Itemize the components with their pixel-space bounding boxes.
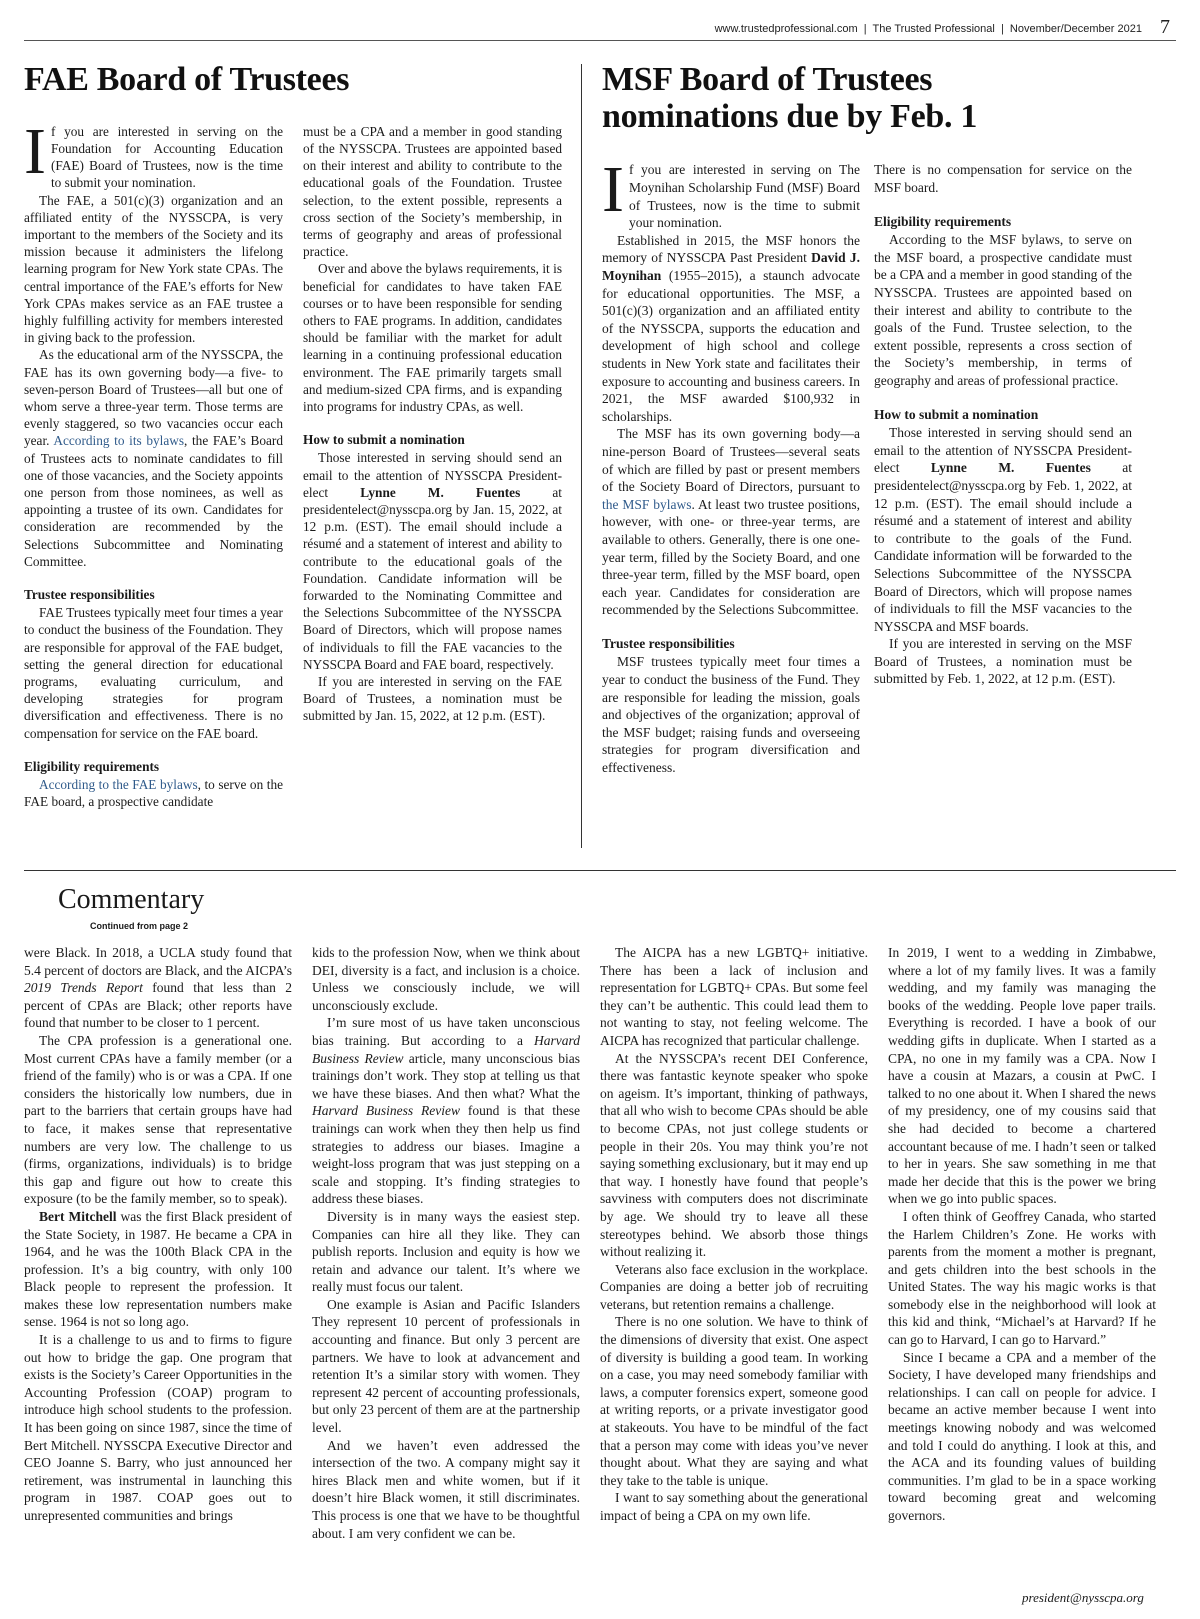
commentary-paragraph: One example is Asian and Pacific Islanders They represent 10 percent of professionals in accounting and finance. But only 3 percent are partners. We have to look at advancement and retention It’s a similar story with women. They represent 42 percent of accounting professionals, but only 23 percent of them are at the partnership level. (312, 1296, 580, 1436)
header-info: www.trustedprofessional.com | The Trusted Professional | November/December 2021 (714, 23, 1142, 35)
commentary-paragraph: Bert Mitchell was the first Black president of the State Society, in 1987. He became a CPA in 1964, and he was the 100th Black CPA in the profession. It’s a big country, with only 100 Black people to represent the profession. It makes these low representation numbers make sense. 1964 is not so long ago. (24, 1208, 293, 1330)
fae-paragraph: must be a CPA and a member in good standing of the NYSSCPA. Trustees are appointed based on their interest and ability to contribute to the educational goals of the Foundation. Trustee selection, to the extent possible, represents a cross section of the Society’s membership, in terms of geography and areas of professional practice. (303, 123, 562, 260)
msf-headline: MSF Board of Trustees nominations due by Feb. 1 (602, 61, 978, 135)
msf-paragraph: MSF trustees typically meet four times a year to conduct the business of the Fund. They are responsible for leading the mission, goals and objectives of the organization; approval of the MSF budget; raising funds and overseeing strategies for program diversification and effectiveness. (602, 654, 860, 776)
commentary-paragraph: I want to say something about the generational impact of being a CPA on my own life. (600, 1490, 868, 1523)
fae-bylaws-link[interactable]: According to its bylaws (53, 433, 185, 449)
msf-paragraph: According to the MSF bylaws, to serve on the MSF board, a prospective candidate must be a CPA and a member in good standing of the NYSSCPA. Trustees are appointed based on their interest and ability to contribute to the goals of the Fund. Trustee selection, to the extent possible, represents a cross section of the Society’s membership, in terms of geography and areas of professional practice. (874, 232, 1132, 388)
msf-drop-cap: I (602, 153, 624, 227)
msf-article (602, 62, 1154, 777)
msf-subhead-responsibilities: Trustee responsibilities (602, 635, 735, 651)
commentary-paragraph: In 2019, I went to a wedding in Zimbabwe, where a lot of my family lives. It was a family wedding, and my family was managing the books of the wedding. People love paper trails. Everything is recorded. I have a book of our wedding gifts in duplicate. When I started as a CPA, no one in my family was a CPA. Now I have a cousin at Mazars, a cousin at PwC. I talked to no one about it. When I shared the news of my presidency, one of my cousins said that she had decided to become a chartered accountant because of me. I hadn’t seen or talked to her in years. She saw something in me that made her decide that this is the power we bring when we go into public spaces. (888, 945, 1156, 1207)
commentary-paragraph: kids to the profession Now, when we think about DEI, diversity is a fact, and inclusion is a choice. Unless we consciously include, we will unconsciously exclude. (312, 945, 580, 1013)
continued-note: Continued from page 2 (90, 921, 189, 931)
column-divider (581, 64, 582, 848)
fae-column-2 (303, 123, 562, 811)
fae-paragraph: According to the FAE bylaws, to serve on the FAE board, a prospective candidate (24, 777, 283, 810)
page-header (24, 14, 1176, 41)
fae-article (24, 62, 570, 810)
commentary-paragraph: Since I became a CPA and a member of the Society, I have developed many friendships and relationships. I can call on people for advice. I became an active member because I went into meetings knowing nobody and was welcomed and told I could do anything. I look at this, and the ACA and its founding values of building communities. I’m glad to be in a space working toward becoming great and welcoming governors. (888, 1349, 1156, 1523)
header-issue: November/December 2021 (1009, 23, 1142, 35)
msf-subhead-nomination: How to submit a nomination (874, 406, 1039, 422)
commentary-paragraph: It is a challenge to us and to firms to figure out how to bridge the gap. One program that exists is the Society’s Career Opportunities in the Accounting Profession (COAP) program to introduce high school students to the profession. It has been going on since 1987, since the time of Bert Mitchell. NYSSCPA Executive Director and CEO Joanne S. Barry, who just announced her retirement, was instrumental in launching this program in 1987. COAP goes out to unrepresented communities and brings (24, 1332, 292, 1523)
header-site-link[interactable]: www.trustedprofessional.com (714, 23, 858, 35)
page-number: 7 (1160, 16, 1170, 38)
msf-column-1 (602, 153, 860, 776)
commentary-column-1 (24, 944, 292, 1542)
msf-paragraph: Those interested in serving should send an email to the attention of NYSSCPA President-elect Lynne M. Fuentes at presidentelect@nysscpa.org by Feb. 1, 2022, at 12 p.m. (EST). The email should include a résumé and a statement of interest and ability to contribute to the goals of the Fund. Candidate information will be forwarded to the Selections Subcommittee of the NYSSCPA Board of Directors, which will propose names of individuals to fill the MSF vacancies to the NYSSCPA and MSF boards. (874, 425, 1132, 634)
fae-columns (24, 114, 570, 811)
msf-subhead-eligibility: Eligibility requirements (874, 213, 1012, 229)
commentary-column-3 (600, 944, 868, 1542)
fae-paragraph: FAE Trustees typically meet four times a year to conduct the business of the Foundation. They are responsible for approval of the FAE budget, setting the general direction for educational programs, evaluating curriculum, and developing strategies for program diversification and effectiveness. There is no compensation for service on the FAE board. (24, 605, 283, 741)
fae-paragraph: The FAE, a 501(c)(3) organization and an affiliated entity of the NYSSCPA, is very important to the members of the Society and its mission because it administers the lifelong learning program for New York state CPAs. The central importance of the FAE’s efforts for New York CPAs makes service as an FAE trustee a highly fulfilling activity for members interested in giving back to the profession. (24, 192, 283, 346)
fae-drop-cap: I (24, 114, 46, 188)
fae-paragraph: Over and above the bylaws requirements, it is beneficial for candidates to have taken FAE courses or to have been responsible for sending others to FAE programs. In addition, candidates should be familiar with the market for adult learning in a continuing professional education environment. The FAE primarily targets small and medium-sized CPA firms, and is expanding into programs for industry CPAs, as well. (303, 261, 562, 414)
fae-column-1 (24, 114, 284, 811)
fae-bylaws-link-2[interactable]: According to the FAE bylaws (39, 777, 198, 793)
msf-paragraph: There is no compensation for service on the MSF board. (874, 162, 1132, 196)
fae-paragraph: Those interested in serving should send an email to the attention of NYSSCPA President-elect Lynne M. Fuentes at presidentelect@nysscpa.org by Jan. 15, 2022, at 12 p.m. (EST). The email should include a résumé and a statement of interest and ability to contribute to the educational goals of the Foundation. Candidate information will be forwarded to the Nominating Committee and the Selections Subcommittee of the NYSSCPA Board of Directors, which will propose names of individuals to fill the FAE vacancies to the NYSSCPA Board and FAE board, respectively. (303, 450, 563, 672)
commentary-paragraph: were Black. In 2018, a UCLA study found that 5.4 percent of doctors are Black, and the AICPA’s 2019 Trends Report found that less than 2 percent of CPAs are Black; other reports have found that number to be closer to 1 percent. (24, 945, 292, 1031)
commentary-column-2 (312, 944, 580, 1542)
commentary-paragraph: And we haven’t even addressed the intersection of the two. A company might say it hires Black men and white women, but if it doesn’t hire Black women, it still discriminates. This process is one that we have to be thoughtful about. I am very confident we can be. (312, 1437, 580, 1541)
fae-paragraph: If you are interested in serving on the FAE Board of Trustees, a nomination must be submitted by Jan. 15, 2022, at 12 p.m. (EST). (303, 674, 562, 724)
fae-subhead-nomination: How to submit a nomination (303, 432, 465, 448)
fae-headline: FAE Board of Trustees (24, 61, 350, 98)
fae-paragraph: As the educational arm of the NYSSCPA, the FAE has its own governing body—a five- to seven-person Board of Trustees—all but one of whom serve a three-year term. Those terms are evenly staggered, so two vacancies occur each year. According to its bylaws, the FAE’s Board of Trustees acts to nominate candidates to fill one of those vacancies, and the Society appoints one person from those nominees, as well as appointing a trustee of its own. Candidates for consideration are recommended by the Selections Subcommittee and Nominating Committee. (24, 347, 284, 569)
fae-intro-paragraph: If you are interested in serving on the Foundation for Accounting Education (FAE) Board of Trustees, now is the time to submit your nomination. (24, 114, 283, 191)
commentary-paragraph: The AICPA has a new LGBTQ+ initiative. There has been a lack of inclusion and representation for LGBTQ+ CPAs. But some feel they can’t be authentic. This could lead them to not wanting to stay, not feeling welcome. The AICPA has recognized that particular challenge. (600, 945, 868, 1048)
commentary-paragraph: At the NYSSCPA’s recent DEI Conference, there was fantastic keynote speaker who spoke on ageism. It’s important, thinking of pathways, that all who wish to become CPAs should be able to become CPAs, not just college students or people in their 20s. You may think you’re not saying something exclusionary, but it may end up that way. I honestly have found that people’s savviness with computers does not discriminate by age. We should try to leave all these stereotypes behind. We absorb those things without realizing it. (600, 1050, 868, 1260)
fae-subhead-eligibility: Eligibility requirements (24, 758, 160, 774)
commentary-paragraph: The CPA profession is a generational one. Most current CPAs have a family member (or a friend of the family) who is or was a CPA. If one considers the historically low numbers, due in part to the barriers that certain groups have had to face, it makes sense that representative numbers are very low. The challenge to us (firms, organizations, individuals) is to bridge this gap and figure out how to create this exposure (to be the family member, so to speak). (24, 1032, 292, 1207)
commentary-paragraph: There is no one solution. We have to think of the dimensions of diversity that exist. One aspect of diversity is building a good team. In working on a case, you may need somebody familiar with laws, a computer forensics expert, someone good at writing reports, or a private investigator good at stakeouts. You have to be mindful of the fact that a person may come with ideas you’ve never thought about. What they are saying and what they take to the table is unique. (600, 1314, 868, 1488)
msf-column-2 (874, 161, 1132, 776)
commentary-paragraph: Diversity is in many ways the easiest step. Companies can hire all they like. They can publish reports. Inclusion and equity is how we retain and advance our talent. It’s where we really must focus our talent. (312, 1208, 580, 1295)
commentary-paragraph: I’m sure most of us have taken unconscious bias training. But according to a Harvard Business Review article, many unconscious bias trainings don’t work. They stop at telling us that we have these biases. And then what? What the Harvard Business Review found is that these trainings can work when they then help us find strategies to address our biases. Imagine a weight-loss program that was just stepping on a scale and stopping. It’s finding strategies to address these biases. (312, 1015, 581, 1207)
msf-columns (602, 153, 1154, 776)
header-publication: The Trusted Professional (872, 23, 995, 35)
msf-paragraph: Established in 2015, the MSF honors the memory of NYSSCPA Past President David J. Moynihan (1955–2015), a staunch advocate for educational opportunities. The MSF, a 501(c)(3) organization and an affiliated entity of the NYSSCPA, supports the education and development of high school and college students in New York state and facilitates their exposure to accounting and business careers. In 2021, the MSF awarded $100,932 in scholarships. (602, 232, 860, 424)
commentary-title: Commentary (58, 884, 205, 915)
section-divider (24, 870, 1176, 871)
msf-paragraph: The MSF has its own governing body—a nine-person Board of Trustees—several seats of which are filled by past or present members of the Society Board of Directors, pursuant to the MSF bylaws. At least two trustee positions, however, with one- or three-year terms, are available to others. Generally, there is one one-year term, filled by the Society Board, and one three-year term, filled by the MSF board, open each year. Candidates for consideration are recommended by the Selections Subcommittee. (602, 426, 860, 618)
msf-paragraph: If you are interested in serving on the MSF Board of Trustees, a nomination must be submitted by Feb. 1, 2022, at 12 p.m. (EST). (874, 636, 1132, 687)
commentary-paragraph: I often think of Geoffrey Canada, who started the Harlem Children’s Zone. He works with parents from the moment a mother is pregnant, and gets children into the best schools in the United States. The way his magic works is that somebody else in the neighborhood will look at this kid and think, “Michael’s at Harvard? If he can go to Harvard, I can go to Harvard.” (888, 1208, 1156, 1348)
author-email-signature[interactable]: president@nysscpa.org (1022, 1590, 1144, 1605)
msf-bylaws-link[interactable]: the MSF bylaws (602, 496, 692, 512)
commentary-column-4 (888, 944, 1156, 1542)
commentary-paragraph: Veterans also face exclusion in the workplace. Companies are doing a better job of recruiting veterans, but retention remains a challenge. (600, 1261, 868, 1312)
fae-subhead-responsibilities: Trustee responsibilities (24, 587, 155, 602)
msf-intro-paragraph: If you are interested in serving on The Moynihan Scholarship Fund (MSF) Board of Trustees, now is the time to submit your nomination. (602, 153, 860, 231)
commentary-columns (24, 944, 1176, 1542)
